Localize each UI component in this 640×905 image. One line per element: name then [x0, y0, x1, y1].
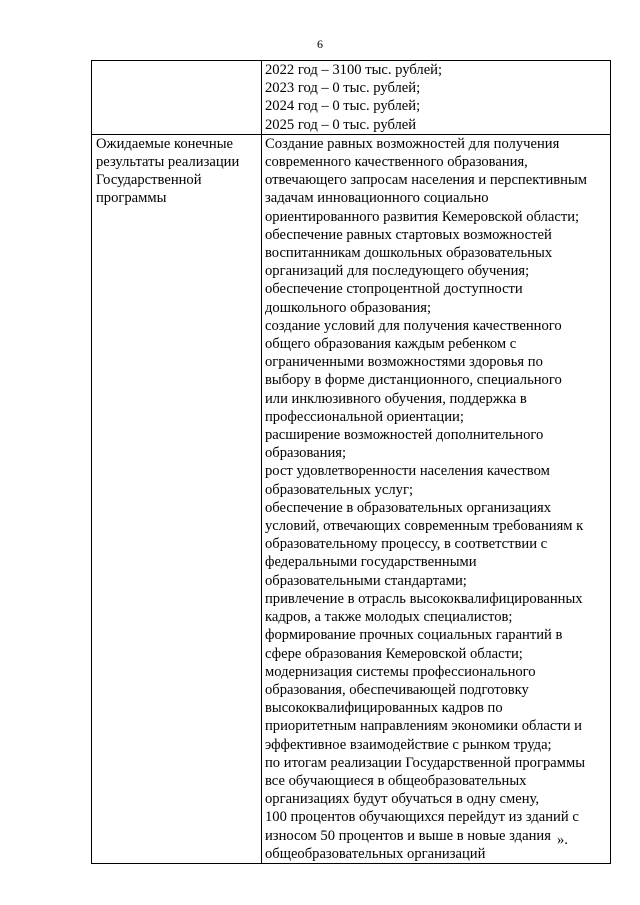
result-line: Создание равных возможностей для получения [265, 135, 560, 152]
result-line: условий, отвечающих современным требованиям к [265, 518, 584, 535]
row-label-line: Ожидаемые конечные [96, 135, 233, 152]
result-line: ограниченными возможностями здоровья по [265, 354, 543, 371]
result-line: образовательными стандартами; [265, 572, 467, 589]
result-line: 100 процентов обучающихся перейдут из зданий с [265, 809, 579, 826]
result-line: рост удовлетворенности населения качеством [265, 463, 550, 480]
result-line: привлечение в отрасль высококвалифицированных [265, 590, 583, 607]
row-label-line: Государственной [96, 172, 202, 189]
result-line: организаций для последующего обучения; [265, 263, 530, 280]
result-line: расширение возможностей дополнительного [265, 427, 544, 444]
result-line: отвечающего запросам населения и перспективным [265, 172, 588, 189]
financing-line: 2022 год – 3100 тыс. рублей; [265, 62, 443, 78]
row-content-cell [262, 134, 611, 863]
row-label-cell [92, 61, 262, 135]
result-line: эффективное взаимодействие с рынком труда; [265, 736, 552, 753]
result-line: федеральными государственными [265, 554, 477, 571]
result-line: высококвалифицированных кадров по [265, 700, 503, 717]
row-content-cell [262, 61, 611, 135]
result-line: образовательному процессу, в соответствии с [265, 536, 548, 553]
financing-line: 2024 год – 0 тыс. рублей; [265, 98, 421, 115]
result-line: профессиональной ориентации; [265, 408, 464, 425]
result-line: обеспечение равных стартовых возможностей [265, 226, 552, 243]
result-line: кадров, а также молодых специалистов; [265, 609, 513, 626]
result-line: износом 50 процентов и выше в новые здания [265, 827, 551, 844]
result-line: образования, обеспечивающей подготовку [265, 681, 529, 698]
closing-quote-mark: ». [557, 832, 568, 848]
financing-line: 2025 год – 0 тыс. рублей [265, 116, 417, 133]
financing-line: 2023 год – 0 тыс. рублей; [265, 80, 421, 97]
result-line: общеобразовательных организаций [265, 845, 486, 862]
row-label-line: результаты реализации [96, 154, 240, 171]
result-line: воспитанникам дошкольных образовательных [265, 245, 553, 262]
result-line: задачам инновационного социально [265, 190, 489, 207]
program-passport-table [91, 60, 611, 864]
result-line: или инклюзивного обучения, поддержка в [265, 390, 527, 407]
result-line: дошкольного образования; [265, 299, 432, 316]
table-row-financing [92, 61, 611, 135]
row-label-line: программы [96, 190, 167, 207]
result-line: модернизация системы профессионального [265, 663, 536, 680]
result-line: образовательных услуг; [265, 481, 414, 498]
result-line: обеспечение в образовательных организациях [265, 499, 552, 516]
result-line: все обучающиеся в общеобразовательных [265, 772, 527, 789]
page-number: 6 [317, 37, 323, 51]
row-label-cell [92, 134, 262, 863]
result-line: по итогам реализации Государственной программы [265, 754, 585, 771]
result-line: выбору в форме дистанционного, специального [265, 372, 562, 389]
table-row-expected-results [92, 134, 611, 863]
result-line: ориентированного развития Кемеровской области; [265, 208, 580, 225]
result-line: сфере образования Кемеровской области; [265, 645, 523, 662]
result-line: общего образования каждым ребенком с [265, 336, 517, 353]
result-line: приоритетным направлениям экономики области и [265, 718, 582, 735]
result-line: образования; [265, 445, 347, 462]
result-line: создание условий для получения качественного [265, 317, 562, 334]
result-line: организациях будут обучаться в одну смену, [265, 791, 540, 808]
result-line: формирование прочных социальных гарантий в [265, 627, 563, 644]
result-line: обеспечение стопроцентной доступности [265, 281, 523, 298]
result-line: современного качественного образования, [265, 154, 528, 171]
